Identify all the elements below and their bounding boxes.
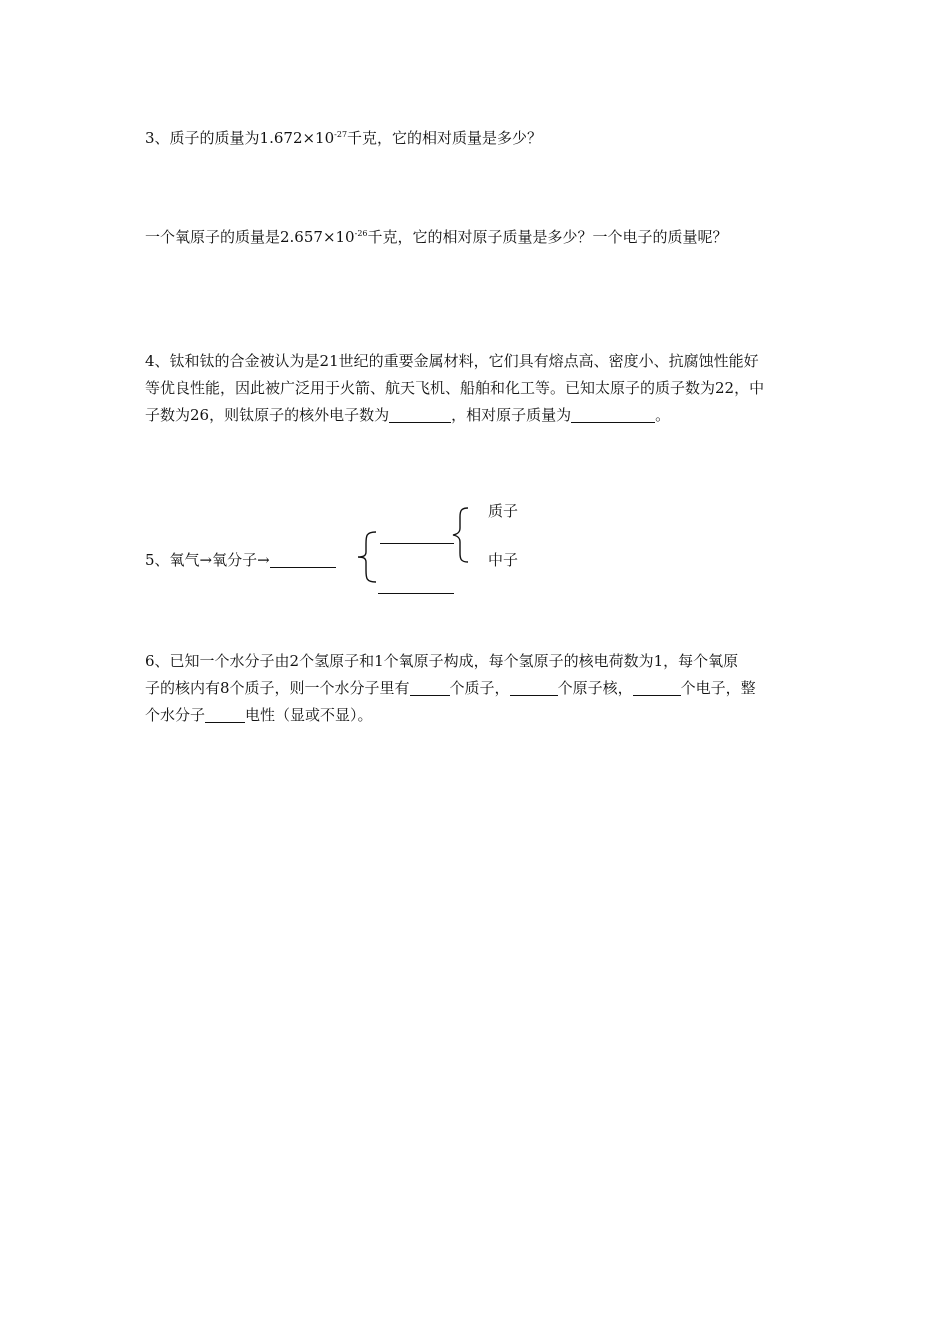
- q4-line-3-text: 子数为26，则钛原子的核外电子数为: [145, 406, 390, 424]
- q3-exponent-2: -26: [354, 229, 368, 238]
- q3-line-2: [145, 226, 728, 248]
- q5-line: [145, 549, 336, 571]
- q6-line-2-mid-2: 个原子核，: [557, 679, 633, 697]
- q6-nucleus-blank[interactable]: [510, 679, 558, 696]
- q5-blank-main[interactable]: [270, 551, 336, 568]
- q4-line-3-mid: ，相对原子质量为: [451, 406, 572, 424]
- q5-blank-upper[interactable]: [380, 533, 454, 544]
- q3-line-2-text: 一个氧原子的质量是2.657×10: [145, 228, 355, 246]
- q6-line-2-mid-1: 个质子，: [449, 679, 510, 697]
- q5-proton-label: 质子: [488, 502, 519, 520]
- q6-line-3-end: 电性（显或不显）。: [245, 706, 373, 724]
- q4-electron-blank[interactable]: [389, 406, 451, 423]
- q6-line-1: 6、已知一个水分子由2个氢原子和1个氧原子构成，每个氢原子的核电荷数为1，每个氧原: [145, 652, 739, 670]
- q4-line-3: [145, 404, 670, 426]
- q4-mass-blank[interactable]: [571, 406, 655, 423]
- q5-blank-lower[interactable]: [378, 583, 454, 594]
- q3-line-1-tail: 千克，它的相对质量是多少？: [347, 129, 543, 147]
- q6-line-2: [145, 677, 756, 699]
- q6-line-3-text: 个水分子: [145, 706, 206, 724]
- q3-exponent: -27: [334, 130, 348, 139]
- q3-line-2-tail: 千克，它的相对原子质量是多少？一个电子的质量呢？: [367, 228, 728, 246]
- q6-line-3: [145, 704, 373, 726]
- q4-line-2: 等优良性能，因此被广泛用于火箭、航天飞机、船舶和化工等。已知太原子的质子数为22，中: [145, 379, 765, 397]
- q6-proton-blank[interactable]: [410, 679, 450, 696]
- q6-line-2-text: 子的核内有8个质子，则一个水分子里有: [145, 679, 410, 697]
- q5-neutron-label: 中子: [488, 551, 519, 569]
- q3-line-1-text: 3、质子的质量为1.672×10: [145, 129, 335, 147]
- q4-line-1: 4、钛和钛的合金被认为是21世纪的重要金属材料，它们具有熔点高、密度小、抗腐蚀性能好: [145, 352, 759, 370]
- q5-prefix-text: 5、氧气→氧分子→: [145, 551, 270, 569]
- q5-small-brace: [448, 506, 472, 564]
- q6-electron-blank[interactable]: [633, 679, 681, 696]
- q6-line-2-end: 个电子，整: [680, 679, 756, 697]
- q3-line-1: [145, 127, 542, 149]
- q6-charge-blank[interactable]: [205, 706, 245, 723]
- q4-line-3-end: 。: [655, 406, 671, 424]
